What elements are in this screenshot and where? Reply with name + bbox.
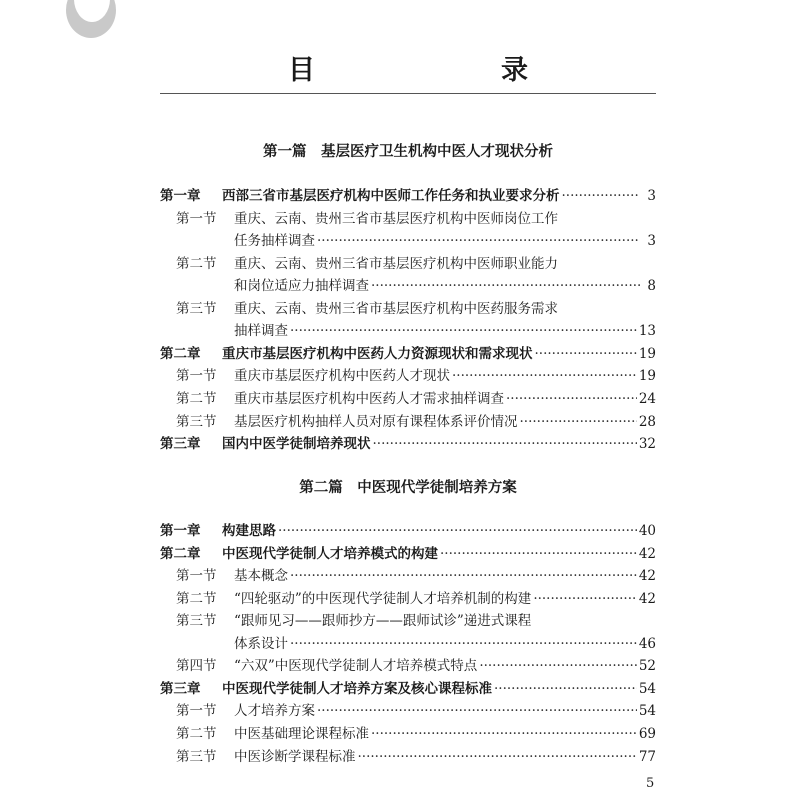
toc-entry-continuation[interactable]: [160, 275, 656, 297]
toc-entry-continuation[interactable]: [160, 320, 656, 342]
entry-title: 中医诊断学课程标准: [234, 748, 356, 765]
leader-dots: [535, 343, 637, 365]
leader-dots: [494, 678, 637, 700]
toc-section-entry[interactable]: [160, 411, 656, 433]
toc-entry-continuation[interactable]: [160, 230, 656, 252]
toc-section-entry[interactable]: [160, 253, 656, 275]
toc-section-entry[interactable]: [160, 723, 656, 745]
toc-section-entry[interactable]: [160, 588, 656, 610]
leader-dots: [533, 588, 637, 610]
toc-section-entry[interactable]: [160, 208, 656, 230]
entry-page-number: 19: [638, 368, 656, 385]
leader-dots: [373, 433, 637, 455]
entry-page-number: 28: [638, 413, 656, 430]
entry-title: “四轮驱动”的中医现代学徒制人才培养机制的构建: [234, 590, 532, 607]
leader-dots: [317, 700, 637, 722]
entry-title: 重庆市基层医疗机构中医药人才现状: [234, 368, 450, 385]
entry-label: 第二节: [176, 255, 217, 272]
leader-dots: [317, 230, 640, 252]
entry-label: 第三章: [160, 680, 201, 697]
toc-chapter-entry[interactable]: [160, 543, 656, 565]
entry-title: 重庆、云南、贵州三省市基层医疗机构中医师职业能力: [234, 255, 558, 272]
entry-label: 第一节: [176, 368, 217, 385]
leader-dots: [440, 543, 637, 565]
entry-page-number: 32: [638, 436, 656, 453]
entry-label: 第一章: [160, 188, 201, 204]
entry-title: 中医基础理论课程标准: [234, 725, 369, 742]
entry-label: 第三节: [176, 413, 217, 430]
toc-section-entry[interactable]: [160, 610, 656, 632]
toc-chapter-entry[interactable]: [160, 433, 656, 455]
page-number: 5: [646, 776, 655, 791]
toc-section-entry[interactable]: [160, 655, 656, 677]
leader-dots: [290, 633, 637, 655]
entry-title: “跟师见习——跟师抄方——跟师试诊”递进式课程: [234, 613, 532, 630]
entry-label: 第三节: [176, 748, 217, 765]
leader-dots: [358, 746, 637, 768]
toc-chapter-entry[interactable]: [160, 678, 656, 700]
entry-title: 基本概念: [234, 568, 288, 585]
toc-chapter-entry[interactable]: [160, 185, 656, 207]
leader-dots: [452, 365, 637, 387]
leader-dots: [278, 520, 637, 542]
entry-title: 任务抽样调查: [234, 233, 315, 250]
entry-page-number: 54: [638, 680, 656, 697]
leader-dots: [506, 388, 637, 410]
toc-entry-continuation[interactable]: [160, 633, 656, 655]
entry-label: 第三节: [176, 613, 217, 630]
entry-label: 第四节: [176, 658, 217, 675]
part-heading: 第一篇 基层医疗卫生机构中医人才现状分析: [263, 143, 553, 160]
entry-title: 体系设计: [234, 635, 288, 652]
entry-title: 和岗位适应力抽样调查: [234, 278, 369, 295]
entry-title: 中医现代学徒制人才培养方案及核心课程标准: [222, 680, 492, 697]
entry-title: “六双”中医现代学徒制人才培养模式特点: [234, 658, 478, 675]
entry-title: 国内中医学徒制培养现状: [222, 436, 371, 453]
page-title: 目 录: [288, 55, 572, 86]
entry-label: 第二节: [176, 725, 217, 742]
title-divider: [160, 93, 656, 94]
toc-chapter-entry[interactable]: [160, 343, 656, 365]
entry-title: 重庆、云南、贵州三省市基层医疗机构中医药服务需求: [234, 300, 558, 317]
entry-page-number: 3: [647, 233, 656, 250]
entry-page-number: 40: [638, 523, 656, 539]
entry-page-number: 69: [638, 725, 656, 742]
entry-label: 第一章: [160, 523, 201, 539]
entry-page-number: 42: [638, 545, 656, 562]
toc-section-entry[interactable]: [160, 565, 656, 587]
entry-label: 第一节: [176, 568, 217, 585]
entry-title: 人才培养方案: [234, 703, 315, 720]
entry-title: 重庆市基层医疗机构中医药人力资源现状和需求现状: [222, 345, 533, 362]
entry-page-number: 42: [638, 590, 656, 607]
entry-label: 第一节: [176, 703, 217, 720]
leader-dots: [371, 723, 637, 745]
leader-dots: [290, 565, 637, 587]
toc-chapter-entry[interactable]: [160, 520, 656, 542]
entry-title: 中医现代学徒制人才培养模式的构建: [222, 545, 438, 562]
leader-dots: [290, 320, 637, 342]
leader-dots: [520, 411, 637, 433]
entry-title: 重庆、云南、贵州三省市基层医疗机构中医师岗位工作: [234, 210, 558, 227]
toc-section-entry[interactable]: [160, 388, 656, 410]
entry-page-number: 3: [647, 188, 656, 204]
corner-decoration: [66, 0, 116, 40]
part-heading: 第二篇 中医现代学徒制培养方案: [299, 479, 517, 496]
entry-label: 第一节: [176, 210, 217, 227]
entry-label: 第二节: [176, 390, 217, 407]
leader-dots: [562, 185, 641, 207]
entry-title: 重庆市基层医疗机构中医药人才需求抽样调查: [234, 390, 504, 407]
entry-page-number: 13: [638, 323, 656, 340]
toc-section-entry[interactable]: [160, 700, 656, 722]
entry-page-number: 52: [638, 658, 656, 675]
entry-page-number: 19: [638, 345, 656, 362]
leader-dots: [479, 655, 637, 677]
entry-label: 第二节: [176, 590, 217, 607]
entry-title: 抽样调查: [234, 323, 288, 340]
entry-label: 第二章: [160, 345, 201, 362]
entry-page-number: 54: [638, 703, 656, 720]
toc-section-entry[interactable]: [160, 746, 656, 768]
entry-label: 第二章: [160, 545, 201, 562]
entry-title: 构建思路: [222, 523, 276, 539]
entry-label: 第三节: [176, 300, 217, 317]
entry-page-number: 8: [647, 278, 656, 295]
entry-title: 西部三省市基层医疗机构中医师工作任务和执业要求分析: [222, 188, 560, 204]
entry-page-number: 46: [638, 635, 656, 652]
entry-title: 基层医疗机构抽样人员对原有课程体系评价情况: [234, 413, 518, 430]
entry-page-number: 42: [638, 568, 656, 585]
entry-page-number: 77: [638, 748, 656, 765]
leader-dots: [371, 275, 640, 297]
toc-section-entry[interactable]: [160, 298, 656, 320]
toc-section-entry[interactable]: [160, 365, 656, 387]
entry-page-number: 24: [638, 390, 656, 407]
entry-label: 第三章: [160, 436, 201, 453]
